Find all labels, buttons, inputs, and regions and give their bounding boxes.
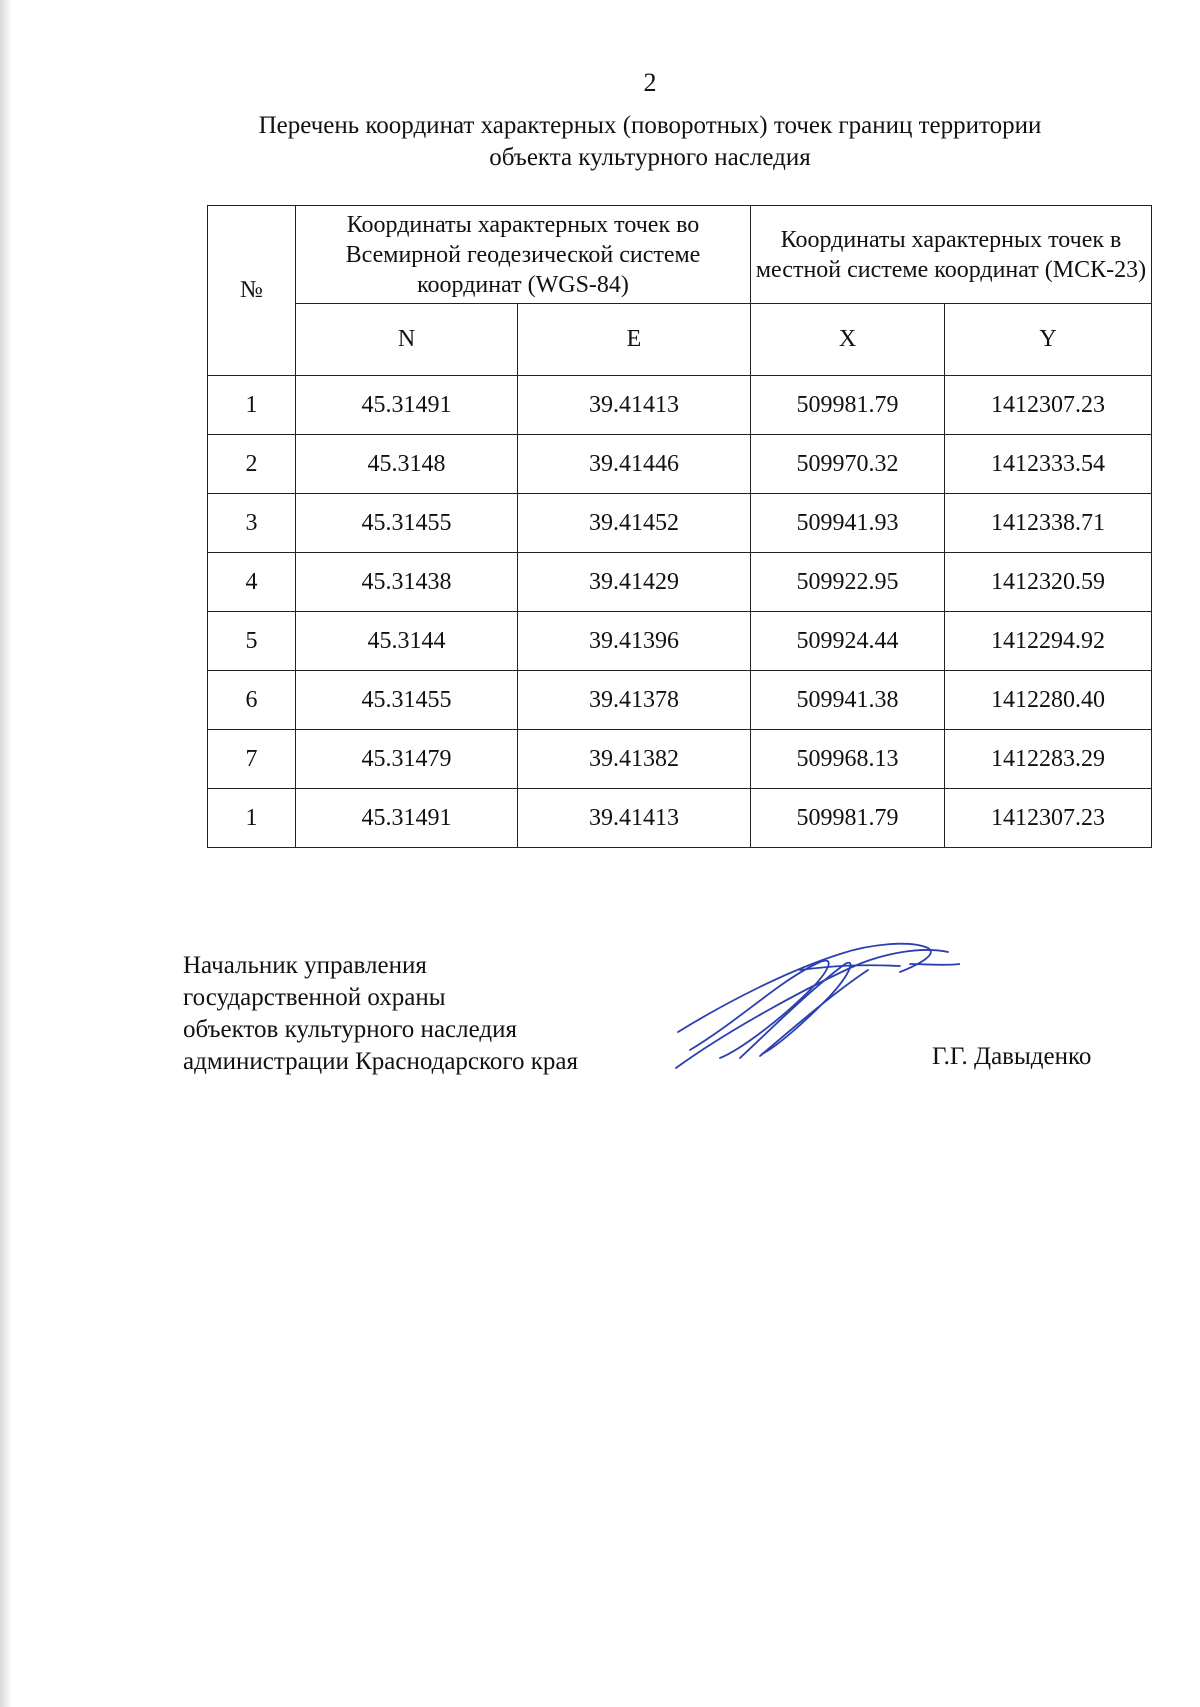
cell-n: 45.31491 [296,376,518,435]
cell-e: 39.41396 [518,612,751,671]
cell-x: 509941.93 [751,494,945,553]
cell-y: 1412338.71 [945,494,1152,553]
title-line-2: объекта культурного наследия [489,144,811,171]
cell-y: 1412307.23 [945,789,1152,848]
cell-number: 4 [208,553,296,612]
cell-e: 39.41429 [518,553,751,612]
cell-n: 45.3144 [296,612,518,671]
signer-line-1: Начальник управления [183,952,427,979]
table-row [208,730,1152,789]
cell-y: 1412320.59 [945,553,1152,612]
cell-n: 45.31479 [296,730,518,789]
handwritten-signature [670,940,960,1080]
table-row [208,612,1152,671]
cell-n: 45.31438 [296,553,518,612]
cell-x: 509922.95 [751,553,945,612]
signer-line-4: администрации Краснодарского края [183,1048,579,1075]
cell-number: 1 [208,376,296,435]
document-title [200,110,1100,174]
cell-x: 509968.13 [751,730,945,789]
cell-n: 45.31455 [296,671,518,730]
table-subheader-row [208,304,1152,376]
cell-x: 509941.38 [751,671,945,730]
cell-e: 39.41413 [518,376,751,435]
subheader-e: E [518,304,751,376]
table-row [208,494,1152,553]
header-wgs84: Координаты характерных точек во Всемирной геодезической системе координат (WGS-84) [296,206,751,304]
cell-e: 39.41378 [518,671,751,730]
title-line-1: Перечень координат характерных (поворотных) точек границ территории [258,112,1042,139]
cell-number: 2 [208,435,296,494]
cell-e: 39.41452 [518,494,751,553]
cell-number: 6 [208,671,296,730]
cell-number: 5 [208,612,296,671]
signer-line-2: государственной охраны [183,984,446,1011]
signer-name: Г.Г. Давыденко [932,1043,1092,1070]
cell-y: 1412307.23 [945,376,1152,435]
cell-x: 509981.79 [751,789,945,848]
table-row [208,435,1152,494]
scan-edge-shadow [0,0,12,1707]
table-header-row [208,206,1152,304]
cell-n: 45.3148 [296,435,518,494]
subheader-n: N [296,304,518,376]
table-row [208,376,1152,435]
subheader-x: X [751,304,945,376]
table-row [208,671,1152,730]
header-number: № [208,206,296,376]
signer-position [183,950,578,1078]
cell-y: 1412333.54 [945,435,1152,494]
cell-y: 1412283.29 [945,730,1152,789]
cell-n: 45.31455 [296,494,518,553]
signer-line-3: объектов культурного наследия [183,1016,517,1043]
cell-n: 45.31491 [296,789,518,848]
cell-e: 39.41413 [518,789,751,848]
cell-x: 509981.79 [751,376,945,435]
cell-number: 7 [208,730,296,789]
cell-x: 509924.44 [751,612,945,671]
cell-number: 3 [208,494,296,553]
table-row [208,789,1152,848]
cell-y: 1412280.40 [945,671,1152,730]
table-row [208,553,1152,612]
cell-y: 1412294.92 [945,612,1152,671]
cell-e: 39.41446 [518,435,751,494]
cell-x: 509970.32 [751,435,945,494]
subheader-y: Y [945,304,1152,376]
header-msk23: Координаты характерных точек в местной системе координат (МСК-23) [751,206,1152,304]
cell-e: 39.41382 [518,730,751,789]
page-number: 2 [643,68,657,97]
cell-number: 1 [208,789,296,848]
coordinates-table [207,205,1152,848]
